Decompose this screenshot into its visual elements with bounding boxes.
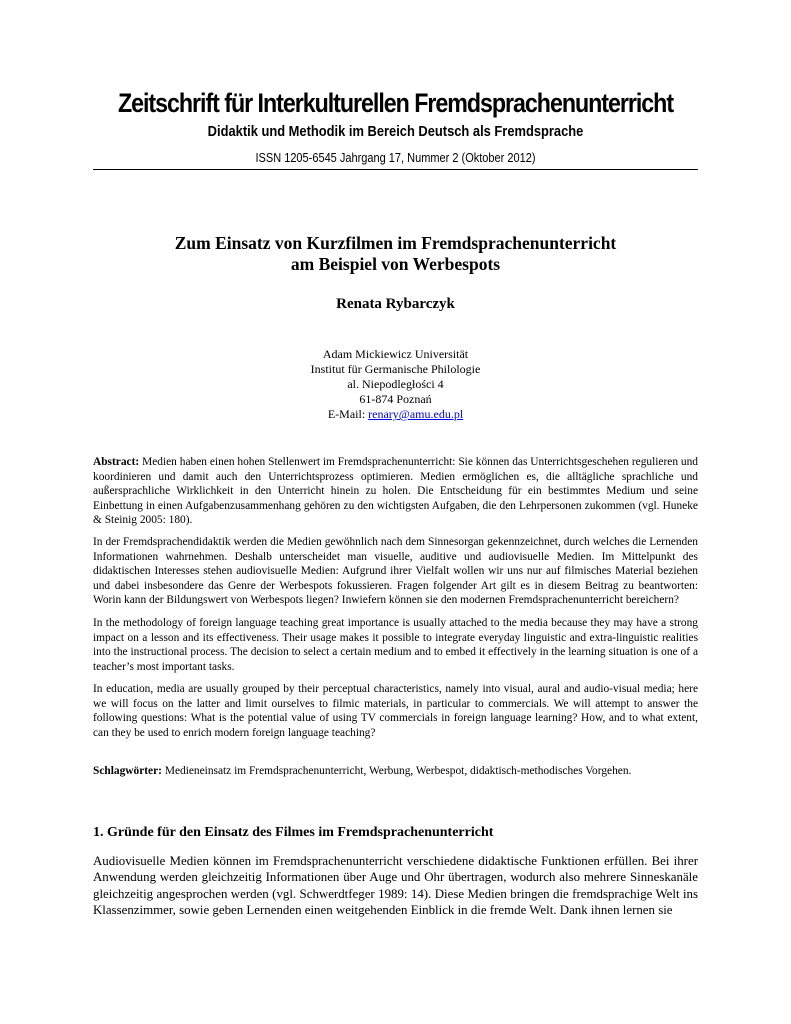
email-label: E-Mail: [327, 407, 369, 421]
section-1-heading: 1. Gründe für den Einsatz des Filmes im Fremdsprachenunterricht [93, 825, 494, 840]
abstract-de-paragraph-2: In der Fremdsprachendidaktik werden die Medien gewöhnlich nach dem Sinnesorgan gekennzeichnet, durch welches die Lernenden Informationen wahrnehmen. Deshalb unterscheidet man visuelle, auditive und audiovisuelle Medien. Im Mittelpunkt des didaktischen Interesses stehen audiovisuelle Medien: Aufgrund ihrer Vielfalt wollen wir uns nur auf filmisches Material beziehen und dabei insbesondere das Genre der Werbespots fokussieren. Fragen folgender Art gilt es in diesem Beitrag zu beantworten: Worin kann der Bildungswert von Werbespots liegen? Inwiefern können sie den modernen Fremdsprachenunterricht bereichern? [93, 536, 698, 606]
journal-title: Zeitschrift für Interkulturellen Fremdsprachenunterricht [117, 88, 674, 118]
abstract-de-paragraph-1 [93, 455, 698, 528]
affiliation-university: Adam Mickiewicz Universität [322, 347, 469, 361]
author-name: Renata Rybarczyk [336, 296, 455, 312]
article-title-line-1: Zum Einsatz von Kurzfilmen im Fremdsprachenunterricht [174, 233, 617, 253]
keywords-label: Schlagwörter: [93, 765, 162, 777]
keywords [93, 764, 698, 779]
header-divider [93, 169, 698, 170]
affiliation-institute: Institut für Germanische Philologie [310, 362, 481, 376]
journal-issue: ISSN 1205-6545 Jahrgang 17, Nummer 2 (Oktober 2012) [255, 151, 536, 165]
journal-subtitle: Didaktik und Methodik im Bereich Deutsch als Fremdsprache [207, 123, 584, 140]
abstract-de-text-1: Medien haben einen hohen Stellenwert im Fremdsprachenunterricht: Sie können das Unterrichtsgeschehen regulieren und koordinieren und damit auch den Unterrichtsprozess optimieren. Medien ermöglichen es, die alltägliche sprachliche und außersprachliche Wirklichkeit in den Unterricht hinein zu holen. Die Entscheidung für ein bestimmtes Medium und seine Einbettung in einen Aufgabenzusammenhang gehören zu den wichtigsten Aufgaben, die den Lehrpersonen zukommen (vgl. Huneke & Steinig 2005: 180). [93, 456, 698, 526]
affiliation-street: al. Niepodległości 4 [347, 377, 444, 391]
abstract-en-paragraph-1: In the methodology of foreign language teaching great importance is usually attached to the media because they may have a strong impact on a lesson and its effectiveness. Their usage makes it possible to integrate everyday linguistic and extra-linguistic realities into the instructional process. The decision to select a certain medium and to embed it effectively in the learning situation is one of a teacher’s most important tasks. [93, 617, 698, 673]
keywords-text: Medieneinsatz im Fremdsprachenunterricht, Werbung, Werbespot, didaktisch-methodisches Vorgehen. [161, 765, 632, 777]
article-title-line-2: am Beispiel von Werbespots [290, 254, 501, 274]
author-affiliation [0, 347, 791, 422]
abstract-label: Abstract: [93, 456, 140, 468]
abstract-en-paragraph-2: In education, media are usually grouped by their perceptual characteristics, namely into visual, aural and audio-visual media; here we will focus on the latter and limit ourselves to filmic materials, in particular to commercials. We will attempt to answer the following questions: What is the potential value of using TV commercials in foreign language learning? How, and to what extent, can they be used to enrich modern foreign language teaching? [93, 683, 698, 739]
email-link[interactable]: renary@amu.edu.pl [368, 407, 464, 421]
affiliation-city: 61-874 Poznań [359, 392, 432, 406]
affiliation-email-line [0, 407, 791, 422]
article-title [0, 233, 791, 275]
section-1-paragraph-1: Audiovisuelle Medien können im Fremdsprachenunterricht verschiedene didaktische Funktionen erfüllen. Bei ihrer Anwendung werden gleichzeitig Informationen über Auge und Ohr übertragen, wodurch also mehrere Sinneskanäle gleichzeitig angesprochen werden (vgl. Schwerdtfeger 1989: 14). Diese Medien bringen die fremdsprachige Welt ins Klassenzimmer, sowie geben Lernenden einen weitgehenden Einblick in die fremde Welt. Dank ihnen lernen sie [93, 854, 698, 918]
